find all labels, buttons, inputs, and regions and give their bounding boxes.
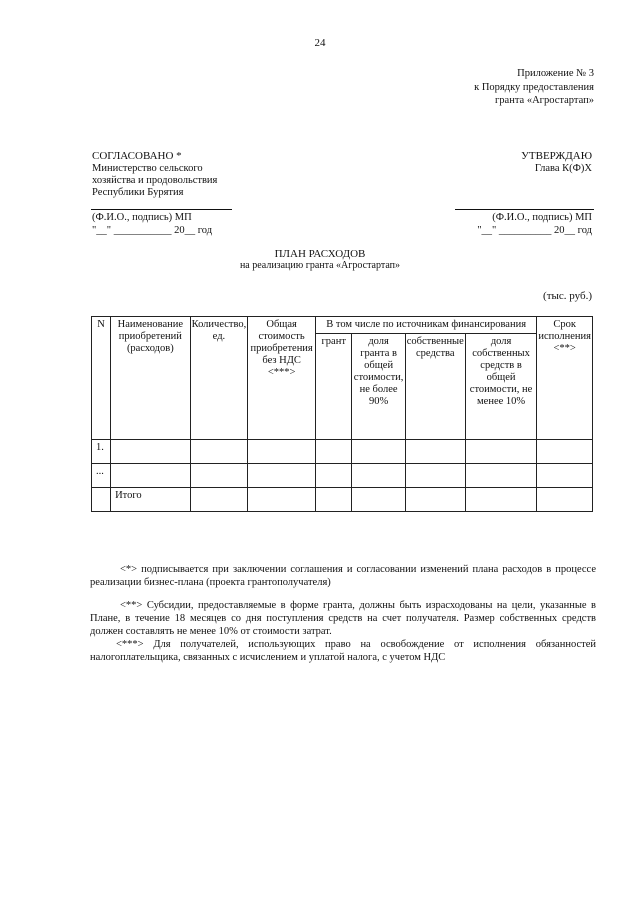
table-cell <box>111 464 191 488</box>
approval-right-date: "__" __________ 20__ год <box>477 225 592 236</box>
units-label: (тыс. руб.) <box>543 290 592 302</box>
table-cell <box>405 488 465 512</box>
page-number: 24 <box>314 37 326 49</box>
title-sub: на реализацию гранта «Агростартап» <box>239 260 401 271</box>
subheader-own-share: доля собственных средств в общей стоимости, не менее 10% <box>465 334 537 440</box>
footnote-2: <**> Субсидии, предоставляемые в форме гранта, должны быть израсходованы на цели, указанные в Плане, в течение 18 месяцев со дня поступления средств на счет получателя. Размер собственных средств должен составлять не менее 10% от стоимости затрат. <box>90 600 596 637</box>
approval-right-line-1: Глава К(Ф)Х <box>534 163 592 174</box>
table-cell <box>190 488 248 512</box>
table-header-row <box>92 317 593 334</box>
table-cell <box>92 488 111 512</box>
header-total-cost: Общая стоимость приобретения без НДС <***> <box>248 317 316 440</box>
table-cell <box>352 440 405 464</box>
approval-left-date: "__" ___________ 20__ год <box>92 225 213 236</box>
table-total-row <box>92 488 593 512</box>
approval-left-line-2: хозяйства и продовольствия <box>92 175 218 186</box>
row-number: ... <box>92 464 111 488</box>
appendix-line-2: к Порядку предоставления <box>474 81 594 93</box>
approval-right-signature-line <box>455 209 594 210</box>
table-cell <box>190 440 248 464</box>
expense-plan-table <box>91 316 593 512</box>
subheader-own-funds: собственные средства <box>405 334 465 440</box>
table-cell <box>405 464 465 488</box>
header-name: Наименование приобретений (расходов) <box>111 317 191 440</box>
row-number: 1. <box>92 440 111 464</box>
table-cell <box>465 440 537 464</box>
table-cell <box>111 440 191 464</box>
header-sources: В том числе по источникам финансирования <box>315 317 536 334</box>
approval-left-signature-caption: (Ф.И.О., подпись) МП <box>92 212 192 223</box>
subheader-grant: грант <box>315 334 351 440</box>
table-cell <box>405 440 465 464</box>
approval-left-signature-line <box>91 209 232 210</box>
approval-right-header: УТВЕРЖДАЮ <box>521 150 592 162</box>
appendix-line-1: Приложение № 3 <box>517 68 594 79</box>
approval-left-header: СОГЛАСОВАНО * <box>92 150 182 162</box>
table-cell <box>315 440 351 464</box>
table-cell <box>352 488 405 512</box>
appendix-line-3: гранта «Агростартап» <box>495 95 594 106</box>
footnote-1: <*> подписывается при заключении соглашения и согласовании изменений плана расходов в процессе реализации бизнес-плана (проекта грантополучателя) <box>90 564 596 588</box>
approval-right-block <box>521 150 592 175</box>
table-cell <box>315 464 351 488</box>
footnotes <box>90 563 596 664</box>
footnote-3: <***> Для получателей, использующих право на освобождение от исполнения обязанностей налогоплательщика, связанных с исчислением и уплатой налога, с учетом НДС <box>90 639 596 663</box>
header-quantity: Количество, ед. <box>190 317 248 440</box>
header-term: Срок исполнения <**> <box>537 317 593 440</box>
header-n: N <box>92 317 111 440</box>
table-cell <box>352 464 405 488</box>
table-cell <box>465 488 537 512</box>
table-cell <box>248 464 316 488</box>
approval-left-line-3: Республики Бурятия <box>92 187 184 198</box>
table-cell <box>537 440 593 464</box>
title-main: ПЛАН РАСХОДОВ <box>274 248 366 260</box>
table-cell <box>465 464 537 488</box>
subheader-grant-share: доля гранта в общей стоимости, не более 90% <box>352 334 405 440</box>
table-cell <box>537 488 593 512</box>
document-title <box>0 248 640 272</box>
table-cell <box>190 464 248 488</box>
appendix-header <box>474 67 594 108</box>
approval-right-signature-caption: (Ф.И.О., подпись) МП <box>492 212 592 223</box>
table-row <box>92 464 593 488</box>
approval-left-line-1: Министерство сельского <box>92 163 203 174</box>
table-row <box>92 440 593 464</box>
approval-left-block <box>92 150 252 199</box>
table-cell <box>537 464 593 488</box>
table-cell <box>315 488 351 512</box>
table-cell <box>248 440 316 464</box>
total-label: Итого <box>111 488 191 512</box>
table-cell <box>248 488 316 512</box>
